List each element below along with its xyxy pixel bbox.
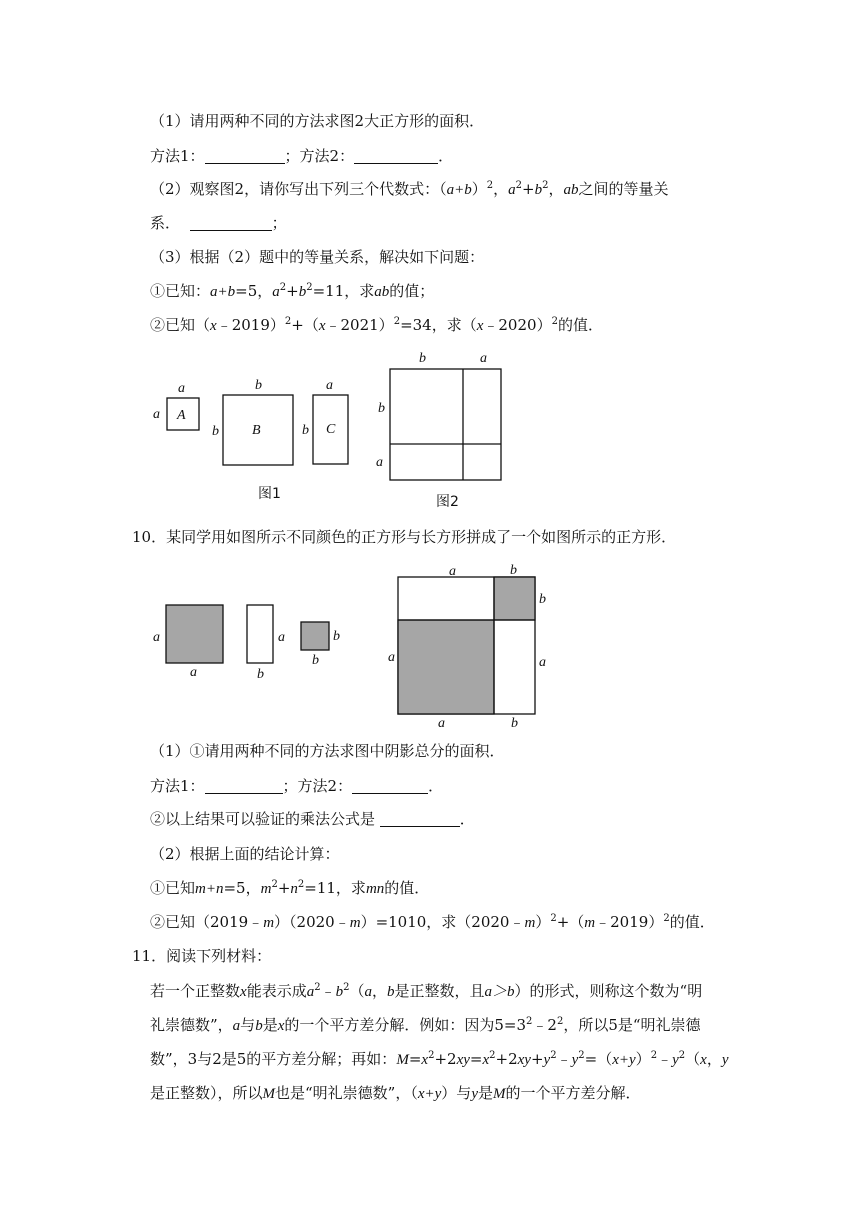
svg-text:a: a [388,650,395,665]
svg-text:b: b [539,592,546,607]
svg-text:a: a [153,407,160,422]
svg-text:b: b [302,423,309,438]
svg-text:a: a [153,630,160,645]
svg-text:a: a [449,564,456,579]
q9-part3: （3）根据（2）题中的等量关系，解决如下问题： [150,248,485,266]
figure1-caption: 图1 [258,486,281,502]
svg-text:a: a [539,655,546,670]
q10-cond2: ②已知（2019﹣m）（2020﹣m）=1010，求（2020﹣m）$^2$+（m﹣2019）$^2$的值． [150,913,715,931]
q10-figures [0,560,860,740]
svg-text:a: a [326,378,333,393]
rect-C-label: C [326,422,336,437]
svg-text:b: b [510,563,517,578]
q10-part2: （2）根据上面的结论计算： [150,845,340,863]
shaded-square-a [166,605,223,663]
answer-blank[interactable] [190,216,272,231]
svg-text:b: b [419,351,426,366]
answer-blank[interactable] [352,779,428,794]
q9-cond1: ①已知：a+b=5，$a^2+b^2=11$，求ab的值； [150,282,435,300]
svg-text:b: b [255,378,262,393]
shaded-square-b [301,622,329,650]
big-square [390,369,501,480]
svg-text:b: b [212,424,219,439]
svg-text:b: b [511,716,518,731]
svg-text:b: b [312,653,319,668]
answer-blank[interactable] [380,812,460,827]
q11-head: 11．阅读下列材料： [132,947,272,965]
q10-part1b: ②以上结果可以验证的乘法公式是 ． [150,810,475,828]
svg-text:b: b [257,667,264,682]
svg-text:a: a [438,716,445,731]
svg-text:a: a [278,630,285,645]
svg-text:a: a [376,455,383,470]
svg-text:a: a [190,665,197,680]
svg-text:b: b [333,629,340,644]
figure2-caption: 图2 [436,494,459,510]
answer-blank[interactable] [205,149,285,164]
q9-methods: 方法1： ；方法2： ． [150,147,454,165]
square-B-label: B [252,423,261,438]
svg-text:a: a [178,381,185,396]
q10-head: 10．某同学用如图所示不同颜色的正方形与长方形拼成了一个如图所示的正方形． [132,528,677,546]
q11-line3: 数”，3与2是5的平方差分解；再如：$M=x^2+2xy=x^2+2xy+y^2﹣y^2=(x+y)^2﹣y^2(x$，y [150,1050,729,1068]
answer-blank[interactable] [205,779,283,794]
q9-figures [0,345,860,515]
answer-blank[interactable] [354,149,438,164]
svg-text:b: b [378,401,385,416]
square-A-label: A [177,408,186,423]
q11-line1: 若一个正整数x能表示成$a^2﹣b^2(a$，b是正整数，且a＞b）的形式，则称这个数为“明 [150,982,703,1000]
q10-part1: （1）①请用两种不同的方法求图中阴影总分的面积． [150,742,505,760]
svg-text:a: a [480,351,487,366]
q10-cond1: ①已知m+n=5，$m^2+n^2=11$，求mn的值． [150,879,430,897]
q10-methods: 方法1： ；方法2： ． [150,777,444,795]
q9-part2-cont: 系． ； [150,214,287,232]
q11-line4: 是正整数），所以M也是“明礼崇德数”，（x+y）与y是M的一个平方差分解． [150,1084,641,1102]
q9-cond2: ②已知（x﹣2019）$^2$+（x﹣2021）$^2$=34，求（x﹣2020）$^2$的值． [150,316,603,334]
q9-part2: （2）观察图2，请你写出下列三个代数式：$(a+b)^2$，$a^2+b^2$，ab之间的等量关 [150,180,669,198]
q9-part1: （1）请用两种不同的方法求图2大正方形的面积． [150,112,485,130]
q11-line2: 礼崇德数”，a与b是x的一个平方差分解．例如：因为$5=3^2﹣2^2$，所以5是“明礼崇德 [150,1016,701,1034]
white-rect-ab [247,605,273,663]
